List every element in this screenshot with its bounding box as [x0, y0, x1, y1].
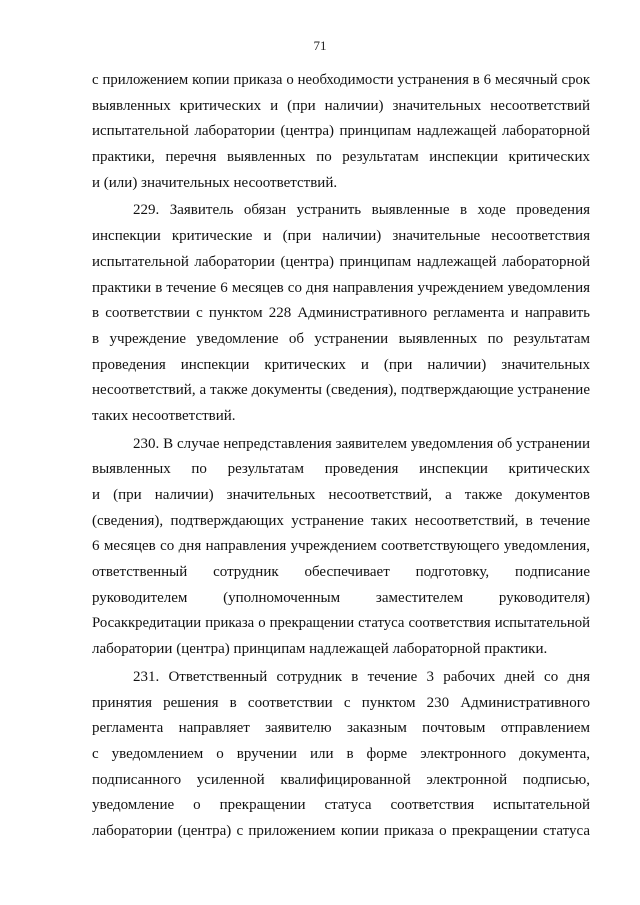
text-line: испытательной лаборатории (центра) принципам надлежащей лабораторной — [92, 253, 590, 270]
text-line: принятия решения в соответствии с пунктом 230 Административного — [92, 694, 590, 711]
text-line: инспекции критические и (при наличии) значительные несоответствия — [92, 228, 590, 245]
text-line: с приложением копии приказа о необходимости устранения в 6 месячный срок — [92, 72, 590, 88]
text-line: несоответствий, а также документы (сведения), подтверждающие устранение — [92, 382, 590, 399]
document-body — [92, 68, 590, 845]
text-line: в учреждение уведомление об устранении выявленных по результатам — [92, 330, 590, 347]
text-line: Росаккредитации приказа о прекращении статуса соответствия испытательной — [92, 615, 590, 632]
text-line: 229. Заявитель обязан устранить выявленные в ходе проведения — [133, 202, 590, 219]
text-line: испытательной лаборатории (центра) принципам надлежащей лабораторной — [92, 123, 590, 140]
paragraph-230 — [92, 432, 590, 663]
text-line: регламента направляет заявителю заказным почтовым отправлением — [92, 720, 590, 737]
text-line: выявленных по результатам проведения инспекции критических — [92, 461, 590, 478]
text-line: практики в течение 6 месяцев со дня направления учреждением уведомления — [92, 279, 590, 296]
text-line: практики, перечня выявленных по результатам инспекции критических — [92, 149, 590, 166]
text-line: подписанного усиленной квалифицированной электронной подписью, — [92, 771, 590, 788]
text-line: 230. В случае непредставления заявителем уведомления об устранении — [133, 435, 590, 452]
text-line: в соответствии с пунктом 228 Административного регламента и направить — [92, 305, 590, 322]
text-line: лаборатории (центра) с приложением копии приказа о прекращении статуса — [92, 822, 590, 839]
text-line: с уведомлением о вручении или в форме электронного документа, — [92, 745, 590, 762]
paragraph-229 — [92, 198, 590, 429]
text-line: и (или) значительных несоответствий. — [92, 174, 338, 191]
page-number: 71 — [313, 38, 327, 53]
text-line: выявленных критических и (при наличии) значительных несоответствий — [92, 97, 590, 114]
text-line: проведения инспекции критических и (при наличии) значительных — [92, 356, 590, 373]
text-line: руководителем (уполномоченным заместителем руководителя) — [92, 589, 590, 606]
paragraph-231 — [92, 665, 590, 845]
paragraph-continuation — [92, 68, 590, 196]
text-line: и (при наличии) значительных несоответствий, а также документов — [92, 487, 590, 503]
text-line: ответственный сотрудник обеспечивает подготовку, подписание — [92, 564, 590, 581]
text-line: 231. Ответственный сотрудник в течение 3 рабочих дней со дня — [133, 668, 590, 685]
text-line: 6 месяцев со дня направления учреждением соответствующего уведомления, — [92, 538, 590, 555]
text-line: уведомление о прекращении статуса соответствия испытательной — [92, 797, 590, 814]
text-line: таких несоответствий. — [92, 407, 236, 424]
text-line: лаборатории (центра) принципам надлежащей лабораторной практики. — [92, 641, 548, 658]
text-line: (сведения), подтверждающих устранение таких несоответствий, в течение — [92, 512, 590, 529]
